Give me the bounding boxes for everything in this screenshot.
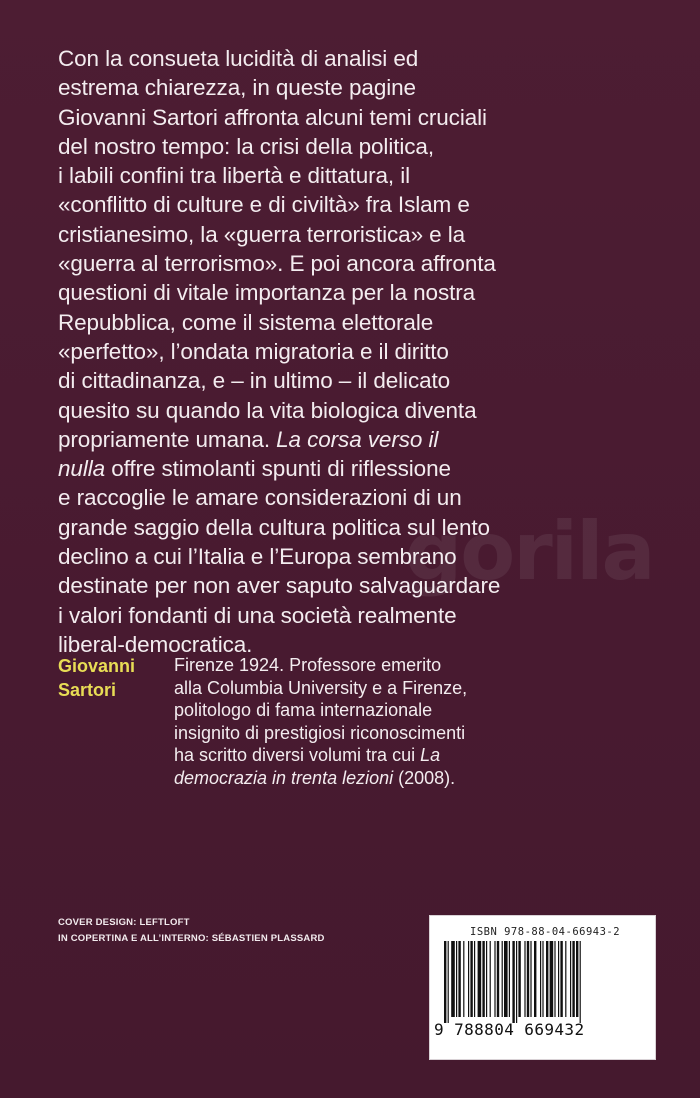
barcode-bar [451,941,455,1017]
barcode-bar [444,941,446,1023]
barcode-bar [540,941,541,1017]
barcode-bar [448,941,449,1023]
barcode-bar [512,941,514,1023]
blurb-line: quesito su quando la vita biologica diventa [58,397,477,423]
isbn-label: ISBN 978-88-04-66943-2 [470,926,621,938]
barcode-bar [490,941,491,1017]
barcode-bar [554,941,555,1017]
barcode-bar [474,941,475,1017]
blurb-line: Repubblica, come il sistema elettorale [58,309,434,335]
barcode-bar [542,941,543,1017]
blurb-text-run: propriamente umana. [58,426,277,452]
barcode-bar [516,941,517,1023]
barcode-bar [509,941,510,1017]
barcode-bar [468,941,469,1017]
barcode-bar [558,941,559,1017]
barcode-bar [497,941,499,1017]
blurb-line: destinate per non aver saputo salvaguardare [58,573,501,599]
barcode-icon [438,941,648,1023]
barcode-bar [494,941,495,1017]
author-bio [174,654,654,789]
blurb-line [58,425,658,454]
bio-line: insignito di prestigiosi riconoscimenti [174,722,466,743]
barcode-bar [502,941,503,1017]
ean-digits: 9 788804 669432 [434,1020,585,1039]
blurb-text-run: offre stimolanti spunti di riflessione [105,456,451,482]
barcode-bar [534,941,536,1017]
barcode-bar [550,941,554,1017]
author-name [58,654,135,702]
barcode-bar [572,941,574,1017]
blurb-line [58,454,658,483]
blurb-line: questioni di vitale importanza per la nostra [58,280,476,306]
barcode-bar [458,941,460,1017]
bio-line: Firenze 1924. Professore emerito [174,655,442,675]
author-first-name: Giovanni [58,656,136,676]
barcode-bar [524,941,525,1017]
barcode-bar [546,941,548,1017]
barcode-bar [560,941,562,1017]
barcode-bar [580,941,581,1023]
bio-line [174,767,654,790]
watermark: gorila [405,505,654,598]
blurb-line: Giovanni Sartori affronta alcuni temi cruciali [58,104,487,130]
barcode-bar [456,941,457,1017]
bio-line: politologo di fama internazionale [174,700,433,720]
author-last-name: Sartori [58,680,117,700]
blurb-line: del nostro tempo: la crisi della politica, [58,133,434,159]
barcode-bar [463,941,464,1017]
book-title-italic: nulla [58,456,106,482]
barcode-bar [565,941,566,1017]
blurb-line: declino a cui l’Italia e l’Europa sembrano [58,544,457,570]
barcode-bar [482,941,484,1017]
barcode-bar [504,941,508,1017]
barcode-bar [530,941,531,1017]
bio-text-run: (2008). [393,767,456,788]
blurb-line: liberal-democratica. [58,631,253,657]
blurb-line: «conflitto di culture e di civiltà» fra Islam e [58,192,470,218]
bio-line: alla Columbia University e a Firenze, [174,677,468,698]
book-title-italic: La corsa verso il [276,426,439,452]
bio-line [174,744,654,767]
cover-design-credit: COVER DESIGN: LEFTLOFT [58,917,190,928]
illustration-credit: IN COPERTINA E ALL’INTERNO: SÉBASTIEN PLASSARD [58,933,325,944]
barcode-bar [570,941,571,1017]
blurb-line: i valori fondanti di una società realmente [58,602,457,628]
blurb-line: «guerra al terrorismo». E poi ancora affronta [58,251,496,277]
blurb-line: grande saggio della cultura politica sul lento [58,514,490,540]
blurb-line: «perfetto», l’ondata migratoria e il diritto [58,338,449,364]
barcode-bar [486,941,487,1017]
barcode-bar [518,941,520,1017]
book-title-italic: democrazia in trenta lezioni [174,767,394,788]
barcode-bar [576,941,578,1017]
book-title-italic: La [420,745,441,765]
blurb-line: cristianesimo, la «guerra terroristica» e la [58,221,466,247]
blurb-line: i labili confini tra libertà e dittatura, il [58,163,411,189]
blurb-line: estrema chiarezza, in queste pagine [58,75,416,101]
barcode-bar [527,941,529,1017]
blurb-line: Con la consueta lucidità di analisi ed [58,46,419,71]
blurb-line: di cittadinanza, e – in ultimo – il delicato [58,368,451,394]
barcode-bar [470,941,472,1017]
barcode-box [429,915,656,1060]
barcode-bar [478,941,482,1017]
blurb-line: e raccoglie le amare considerazioni di un [58,485,462,511]
credits [58,915,325,947]
bio-text-run: ha scritto diversi volumi tra cui [174,745,421,765]
